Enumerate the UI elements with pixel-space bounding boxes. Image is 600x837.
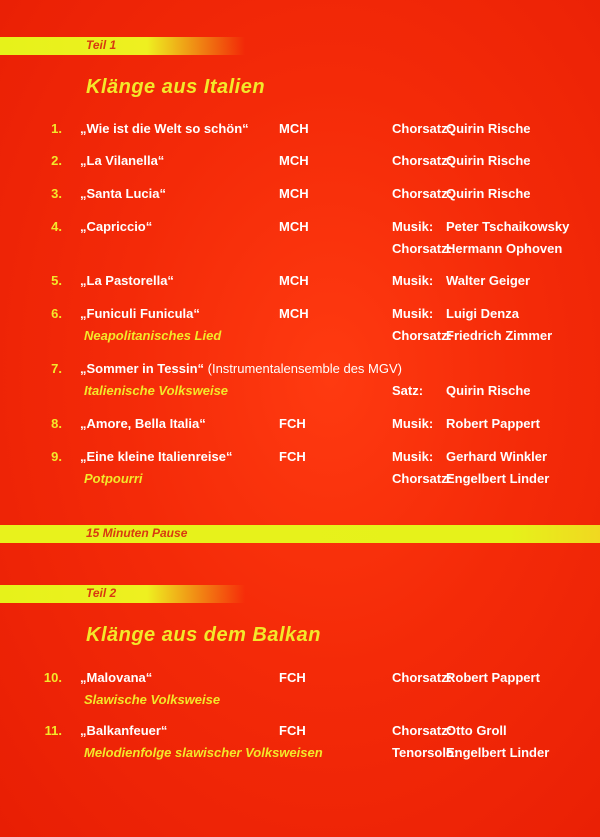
credit-role: Chorsatz: xyxy=(392,471,452,486)
credit-role: Tenorsolo: xyxy=(392,745,459,760)
credit-role: Musik: xyxy=(392,219,434,234)
song-subtitle: Potpourri xyxy=(84,471,143,486)
teil1-label: Teil 1 xyxy=(86,38,117,52)
song-title: „Balkanfeuer“ xyxy=(80,723,168,738)
item-number: 10. xyxy=(43,670,62,685)
item-number: 5. xyxy=(51,273,62,288)
program-item xyxy=(0,413,600,435)
teil2-label: Teil 2 xyxy=(86,586,117,600)
item-number: 3. xyxy=(51,186,62,201)
credit-role: Chorsatz: xyxy=(392,328,452,343)
credit-name: Luigi Denza xyxy=(446,306,519,321)
song-title: „Malovana“ xyxy=(80,670,153,685)
program-item xyxy=(0,118,600,140)
song-title: „Amore, Bella Italia“ xyxy=(80,416,206,431)
credit-name: Otto Groll xyxy=(446,723,507,738)
choir-type: FCH xyxy=(279,723,306,738)
song-subtitle: Melodienfolge slawischer Volksweisen xyxy=(84,745,323,760)
choir-type: FCH xyxy=(279,670,306,685)
song-title: „Funiculi Funicula“ xyxy=(80,306,200,321)
credit-name: Gerhard Winkler xyxy=(446,449,548,464)
pause-band xyxy=(0,525,600,543)
song-subtitle: Slawische Volksweise xyxy=(84,692,221,707)
program-item xyxy=(0,720,600,764)
choir-type: FCH xyxy=(279,449,306,464)
item-number: 6. xyxy=(51,306,62,321)
choir-type: MCH xyxy=(279,306,309,321)
credit-role: Chorsatz: xyxy=(392,121,452,136)
teil2-title: Klänge aus dem Balkan xyxy=(86,624,322,646)
song-title: „La Pastorella“ xyxy=(80,273,174,288)
song-note: (Instrumentalensemble des MGV) xyxy=(204,361,402,376)
credit-name: Quirin Rische xyxy=(446,186,531,201)
program-item xyxy=(0,270,600,292)
credit-name: Engelbert Linder xyxy=(446,471,550,486)
song-title: „Wie ist die Welt so schön“ xyxy=(80,121,249,136)
item-number: 2. xyxy=(51,153,62,168)
program-item xyxy=(0,183,600,205)
credit-role: Chorsatz: xyxy=(392,670,452,685)
credit-name: Quirin Rische xyxy=(446,121,531,136)
item-number: 1. xyxy=(51,121,62,136)
choir-type: MCH xyxy=(279,186,309,201)
choir-type: MCH xyxy=(279,219,309,234)
credit-role: Chorsatz: xyxy=(392,186,452,201)
choir-type: MCH xyxy=(279,153,309,168)
program-item xyxy=(0,303,600,347)
program-item xyxy=(0,358,600,402)
credit-name: Peter Tschaikowsky xyxy=(446,219,570,234)
program-item xyxy=(0,446,600,490)
credit-name: Robert Pappert xyxy=(446,670,540,685)
item-number: 4. xyxy=(51,219,62,234)
song-title: „Capriccio“ xyxy=(80,219,153,234)
credit-name: Friedrich Zimmer xyxy=(446,328,553,343)
credit-name: Robert Pappert xyxy=(446,416,540,431)
program-item xyxy=(0,150,600,172)
credit-role: Musik: xyxy=(392,273,434,288)
song-subtitle: Italienische Volksweise xyxy=(84,383,229,398)
credit-name: Walter Geiger xyxy=(446,273,531,288)
credit-name: Quirin Rische xyxy=(446,383,531,398)
teil1-title: Klänge aus Italien xyxy=(86,76,266,98)
credit-role: Musik: xyxy=(392,306,434,321)
song-title: „Eine kleine Italienreise“ xyxy=(80,449,233,464)
program-item xyxy=(0,216,600,260)
credit-role: Chorsatz: xyxy=(392,153,452,168)
choir-type: FCH xyxy=(279,416,306,431)
song-title: „La Vilanella“ xyxy=(80,153,165,168)
song-title: „Sommer in Tessin“ (Instrumentalensemble des MGV) xyxy=(80,361,402,376)
credit-name: Quirin Rische xyxy=(446,153,531,168)
credit-role: Satz: xyxy=(392,383,424,398)
teil2-band xyxy=(0,585,245,603)
program-item xyxy=(0,667,600,711)
credit-role: Musik: xyxy=(392,416,434,431)
credit-role: Musik: xyxy=(392,449,434,464)
pause-label: 15 Minuten Pause xyxy=(86,526,188,540)
credit-name: Hermann Ophoven xyxy=(446,241,563,256)
credit-role: Chorsatz: xyxy=(392,723,452,738)
item-number: 7. xyxy=(51,361,62,376)
item-number: 11. xyxy=(44,723,62,738)
item-number: 8. xyxy=(51,416,62,431)
credit-role: Chorsatz: xyxy=(392,241,452,256)
choir-type: MCH xyxy=(279,273,309,288)
song-subtitle: Neapolitanisches Lied xyxy=(84,328,222,343)
teil1-band xyxy=(0,37,245,55)
credit-name: Engelbert Linder xyxy=(446,745,550,760)
song-title: „Santa Lucia“ xyxy=(80,186,166,201)
choir-type: MCH xyxy=(279,121,309,136)
item-number: 9. xyxy=(51,449,62,464)
